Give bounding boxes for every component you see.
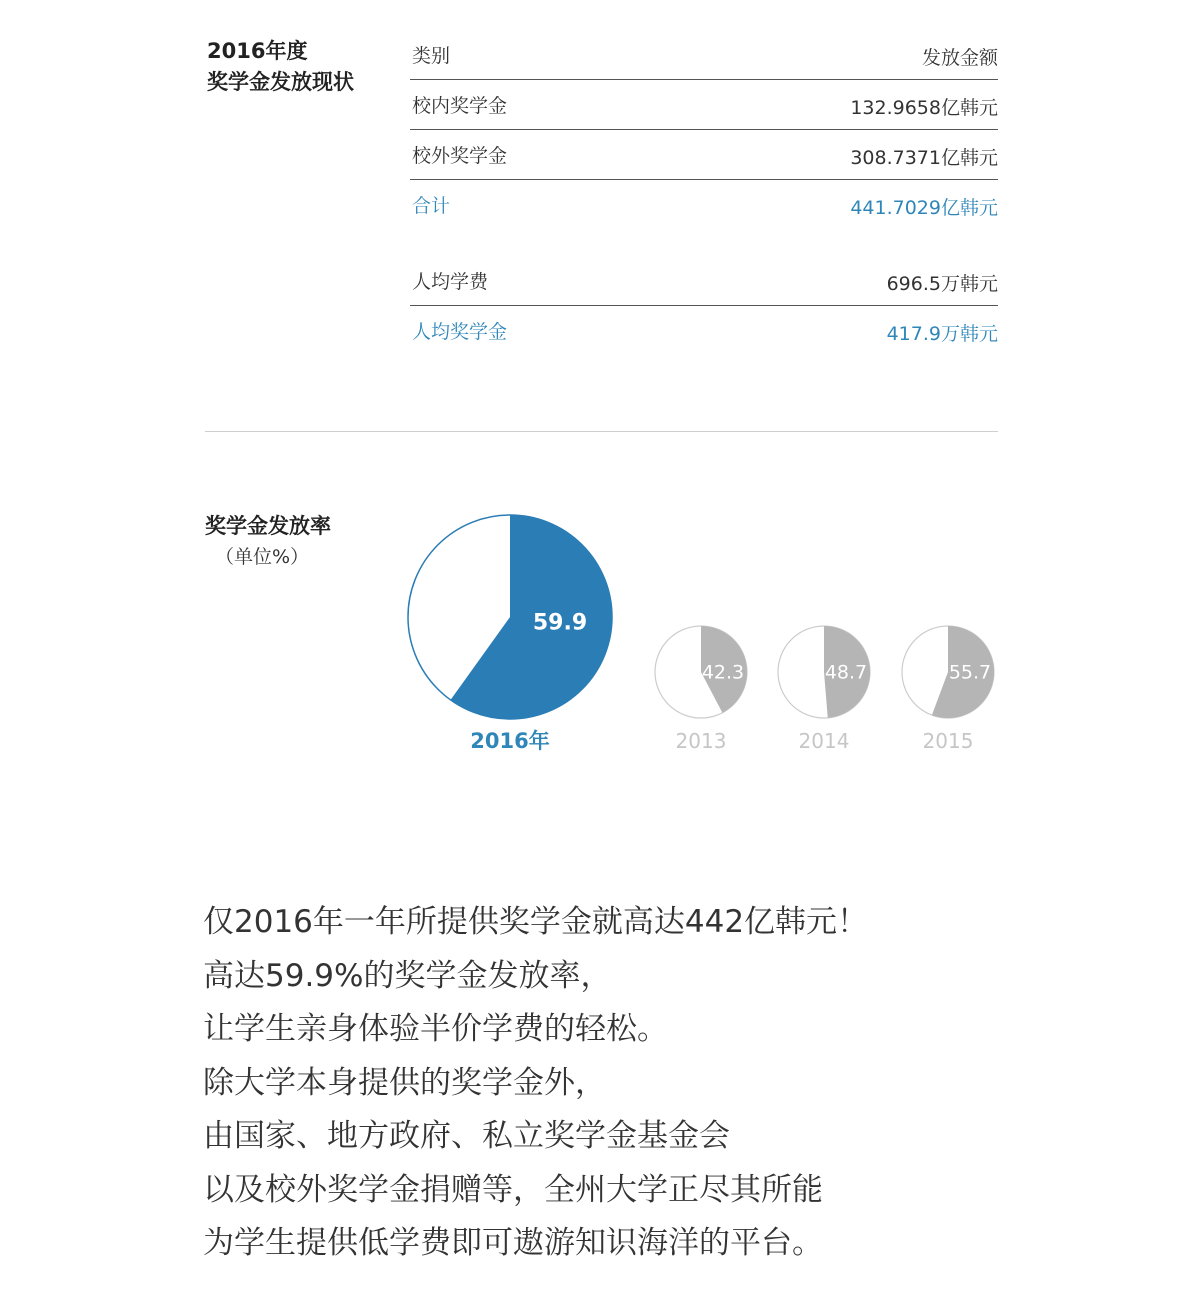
paragraph-line: 为学生提供低学费即可遨游知识海洋的平台。 (203, 1225, 823, 1261)
total-amount: 441.7029亿韩元 (850, 197, 998, 219)
scholarship-avg-label: 人均奖学金 (412, 321, 508, 343)
table-row-tuition (410, 256, 998, 306)
summary-table (410, 30, 998, 356)
table-row-total (410, 180, 998, 230)
pie-2016年 (408, 515, 612, 753)
paragraph-line: 以及校外奖学金捐赠等，全州大学正尽其所能 (203, 1171, 823, 1208)
pie-year-label: 2015 (922, 729, 974, 753)
pie-value-label: 48.7 (824, 661, 868, 684)
pie-year-label: 2016年 (470, 729, 550, 753)
tuition-amount: 696.5万韩元 (886, 273, 998, 295)
table-header-row (410, 30, 998, 80)
summary-title (207, 36, 354, 98)
paragraph-line: 高达59.9%的奖学金发放率， (203, 957, 612, 994)
rate-unit: （单位%） (215, 546, 310, 568)
pie-year-label: 2013 (675, 729, 727, 753)
summary-title-text: 奖学金发放现状 (207, 70, 354, 94)
row-amount: 132.9658亿韩元 (850, 97, 998, 119)
rate-pie-charts (395, 505, 1010, 775)
rate-title: 奖学金发放率 (205, 514, 331, 538)
row-amount: 308.7371亿韩元 (850, 147, 998, 169)
pie-value-label: 59.9 (532, 610, 588, 636)
header-amount: 发放金额 (921, 47, 998, 69)
pie-2014 (778, 626, 870, 753)
paragraph-line: 仅2016年一年所提供奖学金就高达442亿韩元！ (203, 904, 869, 940)
row-category: 校外奖学金 (412, 145, 508, 167)
pie-2015 (902, 626, 994, 753)
paragraph-line: 除大学本身提供的奖学金外， (203, 1064, 606, 1101)
total-label: 合计 (412, 195, 451, 217)
tuition-label: 人均学费 (412, 271, 489, 293)
row-category: 校内奖学金 (412, 95, 508, 117)
summary-title-year: 2016年度 (207, 39, 308, 63)
scholarship-avg-amount: 417.9万韩元 (886, 323, 998, 345)
table-row-external (410, 130, 998, 180)
pie-value-label: 42.3 (701, 661, 745, 684)
section-divider (205, 431, 998, 432)
pie-2013 (655, 626, 747, 753)
pie-year-label: 2014 (798, 729, 850, 753)
header-category: 类别 (412, 45, 451, 67)
description-paragraph (203, 896, 1103, 1271)
paragraph-line: 由国家、地方政府、私立奖学金基金会 (203, 1118, 730, 1154)
pie-value-label: 55.7 (948, 661, 992, 684)
table-row-scholarship-avg (410, 306, 998, 356)
paragraph-line: 让学生亲身体验半价学费的轻松。 (203, 1011, 668, 1047)
table-row-internal (410, 80, 998, 130)
